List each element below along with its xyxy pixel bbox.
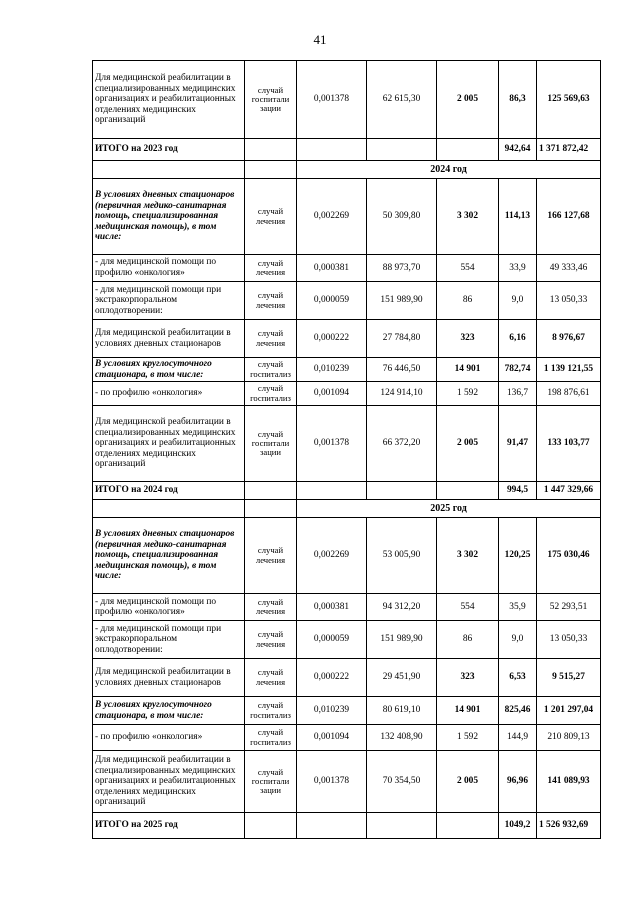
row-cost: 94 312,20 [367, 594, 437, 621]
row-norm: 0,010239 [297, 358, 367, 382]
row-norm: 0,000222 [297, 659, 367, 697]
row-name: - для медицинской помощи по профилю «онкология» [93, 255, 245, 282]
row-unit: случай госпитализ [245, 382, 297, 406]
row-per-capita: 144,9 [499, 725, 537, 751]
row-total: 52 293,51 [537, 594, 601, 621]
row-per-capita: 825,46 [499, 697, 537, 725]
row-per-capita: 86,3 [499, 61, 537, 139]
table-row [93, 659, 601, 697]
row-norm: 0,001094 [297, 725, 367, 751]
row-count: 323 [437, 320, 499, 358]
row-count: 86 [437, 621, 499, 659]
row-cost: 88 973,70 [367, 255, 437, 282]
row-per-capita: 35,9 [499, 594, 537, 621]
standards-table [92, 60, 601, 839]
row-name: В условиях круглосуточного стационара, в том числе: [93, 358, 245, 382]
row-total: 8 976,67 [537, 320, 601, 358]
row-unit: случай лечения [245, 659, 297, 697]
row-unit: случай лечения [245, 621, 297, 659]
total-row-2025 [93, 813, 601, 839]
row-total: 9 515,27 [537, 659, 601, 697]
row-cost: 151 989,90 [367, 282, 437, 320]
row-count: 1 592 [437, 725, 499, 751]
row-name: Для медицинской реабилитации в специализированных медицинских организациях и реабилитационных отделениях медицинских организаций [93, 61, 245, 139]
row-per-capita: 6,53 [499, 659, 537, 697]
row-count: 14 901 [437, 358, 499, 382]
row-unit: случай госпитализ [245, 725, 297, 751]
row-total: 13 050,33 [537, 282, 601, 320]
row-unit: случай лечения [245, 594, 297, 621]
row-total: 166 127,68 [537, 179, 601, 255]
row-unit: случай госпитали зации [245, 406, 297, 482]
year-header-2024: 2024 год [297, 161, 601, 179]
row-unit: случай госпитали зации [245, 751, 297, 813]
row-total: 1 139 121,55 [537, 358, 601, 382]
total-label: ИТОГО на 2024 год [93, 482, 245, 500]
row-cost: 29 451,90 [367, 659, 437, 697]
row-per-capita: 9,0 [499, 621, 537, 659]
row-unit: случай лечения [245, 282, 297, 320]
row-per-capita: 114,13 [499, 179, 537, 255]
row-norm: 0,000059 [297, 621, 367, 659]
row-total: 133 103,77 [537, 406, 601, 482]
row-count: 86 [437, 282, 499, 320]
row-cost: 53 005,90 [367, 518, 437, 594]
row-name: - по профилю «онкология» [93, 382, 245, 406]
total-sum: 1 371 872,42 [537, 139, 601, 161]
row-name: Для медицинской реабилитации в условиях дневных стационаров [93, 320, 245, 358]
row-count: 3 302 [437, 179, 499, 255]
row-norm: 0,002269 [297, 518, 367, 594]
row-name: В условиях дневных стационаров (первичная медико-санитарная помощь, специализированная медицинская помощь), в том числе: [93, 179, 245, 255]
row-norm: 0,000222 [297, 320, 367, 358]
row-cost: 27 784,80 [367, 320, 437, 358]
total-label: ИТОГО на 2023 год [93, 139, 245, 161]
year-header-row [93, 500, 601, 518]
table-row [93, 282, 601, 320]
row-cost: 132 408,90 [367, 725, 437, 751]
row-name: - по профилю «онкология» [93, 725, 245, 751]
table-row [93, 358, 601, 382]
row-norm: 0,001378 [297, 61, 367, 139]
row-name: - для медицинской помощи при экстракорпоральном оплодотворении: [93, 282, 245, 320]
row-total: 141 089,93 [537, 751, 601, 813]
row-cost: 151 989,90 [367, 621, 437, 659]
table-row [93, 255, 601, 282]
total-row-2023 [93, 139, 601, 161]
row-name: Для медицинской реабилитации в специализированных медицинских организациях и реабилитационных отделениях медицинских организаций [93, 406, 245, 482]
row-count: 2 005 [437, 406, 499, 482]
row-name: Для медицинской реабилитации в специализированных медицинских организациях и реабилитационных отделениях медицинских организаций [93, 751, 245, 813]
year-header-2025: 2025 год [297, 500, 601, 518]
row-per-capita: 6,16 [499, 320, 537, 358]
row-count: 3 302 [437, 518, 499, 594]
table-row [93, 320, 601, 358]
row-per-capita: 96,96 [499, 751, 537, 813]
row-unit: случай госпитализ [245, 358, 297, 382]
total-per-capita: 1049,2 [499, 813, 537, 839]
row-unit: случай лечения [245, 255, 297, 282]
row-total: 1 201 297,04 [537, 697, 601, 725]
row-cost: 66 372,20 [367, 406, 437, 482]
row-total: 13 050,33 [537, 621, 601, 659]
row-unit: случай лечения [245, 320, 297, 358]
total-sum: 1 447 329,66 [537, 482, 601, 500]
row-name: Для медицинской реабилитации в условиях дневных стационаров [93, 659, 245, 697]
year-header-row [93, 161, 601, 179]
row-norm: 0,002269 [297, 179, 367, 255]
table-row [93, 406, 601, 482]
table-row [93, 751, 601, 813]
row-name: - для медицинской помощи по профилю «онкология» [93, 594, 245, 621]
total-sum: 1 526 932,69 [537, 813, 601, 839]
row-per-capita: 782,74 [499, 358, 537, 382]
row-unit: случай лечения [245, 518, 297, 594]
row-norm: 0,000381 [297, 255, 367, 282]
row-norm: 0,010239 [297, 697, 367, 725]
row-count: 554 [437, 255, 499, 282]
row-cost: 76 446,50 [367, 358, 437, 382]
row-total: 175 030,46 [537, 518, 601, 594]
row-unit: случай лечения [245, 179, 297, 255]
row-unit: случай госпитали зации [245, 61, 297, 139]
row-cost: 70 354,50 [367, 751, 437, 813]
total-per-capita: 994,5 [499, 482, 537, 500]
row-total: 198 876,61 [537, 382, 601, 406]
row-norm: 0,001378 [297, 751, 367, 813]
table-row [93, 382, 601, 406]
row-norm: 0,000381 [297, 594, 367, 621]
row-count: 554 [437, 594, 499, 621]
row-per-capita: 91,47 [499, 406, 537, 482]
row-per-capita: 9,0 [499, 282, 537, 320]
row-count: 14 901 [437, 697, 499, 725]
row-norm: 0,001094 [297, 382, 367, 406]
table-row [93, 621, 601, 659]
table-row [93, 697, 601, 725]
row-total: 125 569,63 [537, 61, 601, 139]
row-cost: 50 309,80 [367, 179, 437, 255]
total-label: ИТОГО на 2025 год [93, 813, 245, 839]
row-count: 323 [437, 659, 499, 697]
row-cost: 80 619,10 [367, 697, 437, 725]
row-count: 2 005 [437, 751, 499, 813]
row-count: 1 592 [437, 382, 499, 406]
table-row [93, 725, 601, 751]
total-row-2024 [93, 482, 601, 500]
row-cost: 124 914,10 [367, 382, 437, 406]
row-per-capita: 136,7 [499, 382, 537, 406]
table-row [93, 518, 601, 594]
row-name: В условиях круглосуточного стационара, в том числе: [93, 697, 245, 725]
row-per-capita: 33,9 [499, 255, 537, 282]
row-unit: случай госпитализ [245, 697, 297, 725]
table-row [93, 594, 601, 621]
row-norm: 0,000059 [297, 282, 367, 320]
row-name: В условиях дневных стационаров (первичная медико-санитарная помощь, специализированная медицинская помощь), в том числе: [93, 518, 245, 594]
table-row [93, 61, 601, 139]
total-per-capita: 942,64 [499, 139, 537, 161]
row-name: - для медицинской помощи при экстракорпоральном оплодотворении: [93, 621, 245, 659]
row-per-capita: 120,25 [499, 518, 537, 594]
table-row [93, 179, 601, 255]
row-cost: 62 615,30 [367, 61, 437, 139]
row-total: 49 333,46 [537, 255, 601, 282]
row-norm: 0,001378 [297, 406, 367, 482]
row-count: 2 005 [437, 61, 499, 139]
row-total: 210 809,13 [537, 725, 601, 751]
page-number: 41 [313, 32, 327, 47]
